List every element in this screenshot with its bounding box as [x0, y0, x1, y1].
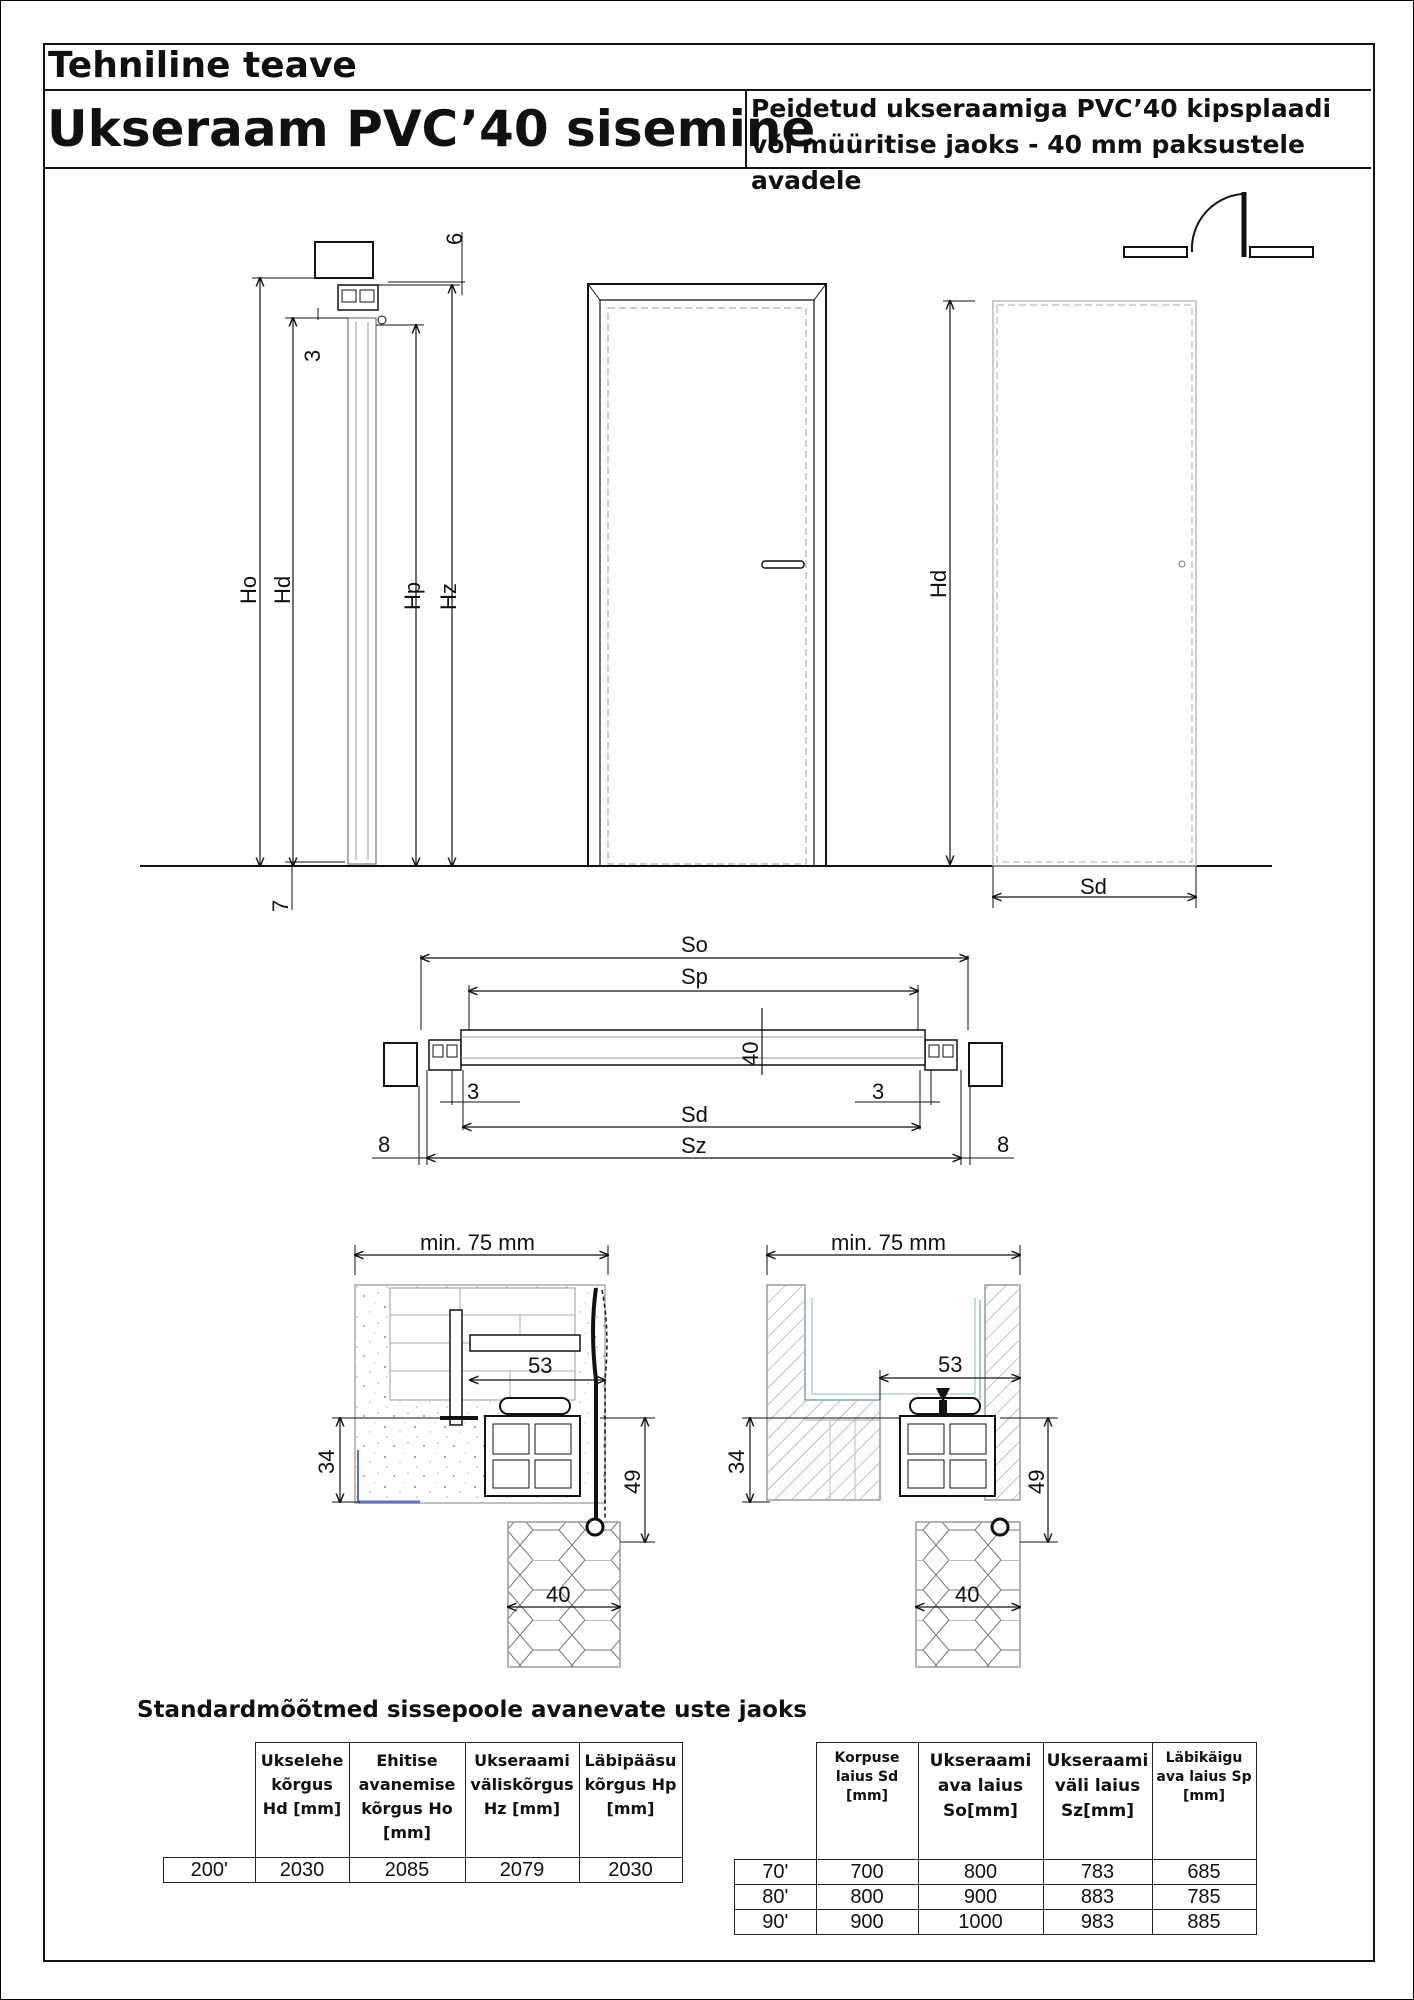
table-cell: 2030 — [255, 1858, 349, 1883]
left-detail-dim-49: 49 — [620, 1469, 645, 1494]
table-cell: 783 — [1043, 1860, 1152, 1885]
table-corner-blank — [735, 1743, 817, 1860]
table-cell: 1000 — [918, 1910, 1043, 1935]
column-header: Ukseraami väliskõrgus Hz [mm] — [465, 1743, 579, 1858]
dim-8-right: 8 — [997, 1132, 1010, 1157]
column-header: Ukseraami ava laius So[mm] — [918, 1743, 1043, 1860]
dim-8-left: 8 — [378, 1132, 391, 1157]
table-cell: 800 — [816, 1885, 918, 1910]
table-cell: 2085 — [349, 1858, 465, 1883]
dim-3-left: 3 — [467, 1079, 480, 1104]
width-dimensions-table — [734, 1742, 1257, 1935]
door-back-elevation — [943, 301, 1196, 908]
table-cell: 2030 — [579, 1858, 682, 1883]
document-subtitle: Peidetud ukseraamiga PVC’40 kipsplaadi või müüritise jaoks - 40 mm paksustele avadele — [751, 94, 1332, 195]
table-row — [164, 1858, 683, 1883]
right-detail-dim-49: 49 — [1024, 1469, 1049, 1494]
right-detail-dim-53: 53 — [938, 1352, 963, 1377]
column-header: Korpuse laius Sd [mm] — [816, 1743, 918, 1860]
left-detail-dim-34: 34 — [314, 1449, 339, 1474]
table-cell: 800 — [918, 1860, 1043, 1885]
vertical-section-view — [252, 232, 465, 910]
table-cell: 685 — [1152, 1860, 1256, 1885]
door-handle — [762, 561, 804, 568]
dim-label-sz: Sz — [681, 1133, 707, 1158]
dim-label-sp: Sp — [681, 964, 708, 989]
dim-label-sd-bottom: Sd — [1080, 874, 1107, 899]
left-detail-dim-40: 40 — [546, 1582, 571, 1607]
header-label: Tehniline teave — [48, 45, 357, 86]
column-header: Ukseraami väli laius Sz[mm] — [1043, 1743, 1152, 1860]
dim-7: 7 — [268, 899, 293, 912]
table-cell: 983 — [1043, 1910, 1152, 1935]
right-detail-dim-40: 40 — [955, 1582, 980, 1607]
table-row — [735, 1860, 1257, 1885]
table-cell: 785 — [1152, 1885, 1256, 1910]
detail-masonry-installation — [742, 1245, 1058, 1667]
dim-6: 6 — [442, 232, 467, 245]
document-title: Ukseraam PVC’40 sisemine — [47, 89, 747, 167]
column-header: Läbipääsu kõrgus Hp [mm] — [579, 1743, 682, 1858]
table-cell: 883 — [1043, 1885, 1152, 1910]
column-header: Läbikäigu ava laius Sp [mm] — [1152, 1743, 1256, 1860]
dim-label-sd: Sd — [681, 1102, 708, 1127]
row-label: 70' — [735, 1860, 817, 1885]
dim-40-plan: 40 — [738, 1041, 763, 1066]
row-label: 90' — [735, 1910, 817, 1935]
column-header: Ehitise avanemise kõrgus Ho [mm] — [349, 1743, 465, 1858]
table-cell: 2079 — [465, 1858, 579, 1883]
height-dimensions-table — [163, 1742, 683, 1883]
table-corner-blank — [164, 1743, 256, 1858]
column-header: Ukselehe kõrgus Hd [mm] — [255, 1743, 349, 1858]
dim-label-ho: Ho — [236, 575, 261, 604]
dim-label-so: So — [681, 932, 708, 957]
door-swing-icon — [1124, 192, 1313, 257]
table-cell: 900 — [918, 1885, 1043, 1910]
table-cell: 900 — [816, 1910, 918, 1935]
dim-3-vertical: 3 — [300, 349, 325, 362]
dim-3-right: 3 — [872, 1079, 885, 1104]
table-cell: 700 — [816, 1860, 918, 1885]
detail-drywall-installation — [332, 1245, 655, 1667]
dim-label-hp: Hp — [400, 581, 425, 610]
door-front-elevation — [588, 284, 826, 866]
row-label: 200' — [164, 1858, 256, 1883]
table-cell: 885 — [1152, 1910, 1256, 1935]
dim-label-hz: Hz — [436, 583, 461, 610]
dim-label-hd: Hd — [270, 575, 295, 604]
standard-dimensions-title: Standardmõõtmed sissepoole avanevate uste jaoks — [137, 1697, 807, 1723]
left-detail-dim-53: 53 — [528, 1353, 553, 1378]
dim-label-hd-right: Hd — [926, 569, 951, 598]
right-detail-min-width: min. 75 mm — [831, 1230, 946, 1255]
row-label: 80' — [735, 1885, 817, 1910]
table-row — [735, 1910, 1257, 1935]
left-detail-min-width: min. 75 mm — [420, 1230, 535, 1255]
table-row — [735, 1885, 1257, 1910]
right-detail-dim-34: 34 — [724, 1449, 749, 1474]
